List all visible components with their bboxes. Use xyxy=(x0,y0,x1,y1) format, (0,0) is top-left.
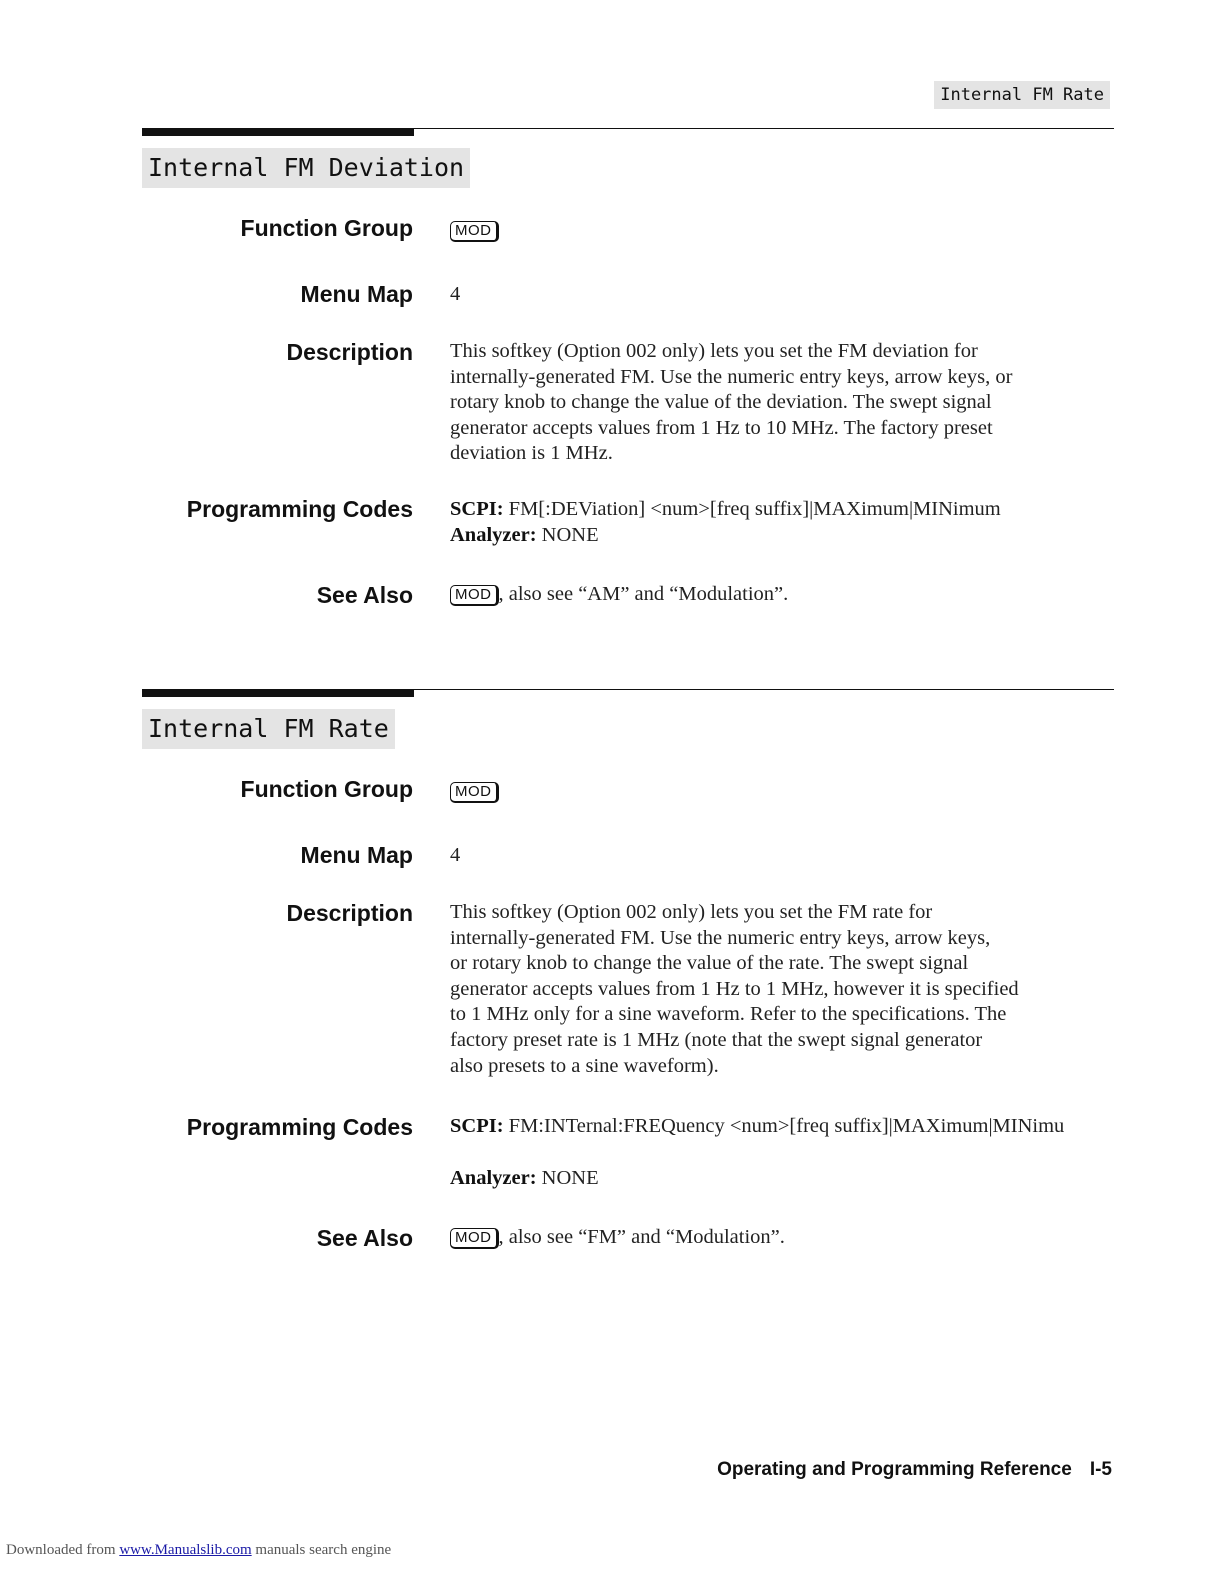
scpi-label: SCPI: xyxy=(450,1115,504,1137)
description-line: also presets to a sine waveform). xyxy=(450,1054,719,1077)
function-group-label: Function Group xyxy=(240,776,413,802)
running-head: Internal FM Rate xyxy=(934,81,1110,109)
section-rule-thick xyxy=(142,129,414,136)
description-line: generator accepts values from 1 Hz to 1 MHz, however it is specified xyxy=(450,977,1019,1000)
description-label: Description xyxy=(286,900,413,926)
analyzer-label: Analyzer: xyxy=(450,524,537,546)
see-also-value xyxy=(450,582,788,608)
see-also-label: See Also xyxy=(316,582,413,608)
analyzer-value: NONE xyxy=(541,1167,599,1189)
section-rule-thick xyxy=(142,690,414,697)
see-also-label: See Also xyxy=(316,1225,413,1251)
description-label: Description xyxy=(286,339,413,365)
function-group-label: Function Group xyxy=(240,215,413,241)
analyzer-line xyxy=(450,523,599,549)
description-line: internally-generated FM. Use the numeric entry keys, arrow keys, or xyxy=(450,365,1013,388)
scpi-line xyxy=(450,1114,1110,1140)
programming-codes-label: Programming Codes xyxy=(186,1114,413,1140)
section-title: Internal FM Deviation xyxy=(142,148,470,188)
function-group-value xyxy=(450,779,499,805)
description-line: rotary knob to change the value of the deviation. The swept signal xyxy=(450,391,992,414)
see-also-value xyxy=(450,1225,785,1251)
section-rule xyxy=(142,128,1114,129)
menu-map-value: 4 xyxy=(450,844,461,866)
mod-key: MOD xyxy=(450,221,499,242)
description-line: to 1 MHz only for a sine waveform. Refer to the specifications. The xyxy=(450,1003,1007,1026)
section-rule xyxy=(142,689,1114,690)
analyzer-value: NONE xyxy=(541,524,599,546)
description-line: This softkey (Option 002 only) lets you set the FM rate for xyxy=(450,901,933,923)
analyzer-label: Analyzer: xyxy=(450,1167,537,1189)
page-footer xyxy=(717,1459,1112,1481)
analyzer-line xyxy=(450,1166,599,1192)
function-group-value xyxy=(450,218,499,244)
download-note xyxy=(6,1542,391,1559)
description-text xyxy=(450,900,1110,1079)
programming-codes-label: Programming Codes xyxy=(186,496,413,522)
scpi-label: SCPI: xyxy=(450,498,504,520)
description-line: generator accepts values from 1 Hz to 10 MHz. The factory preset xyxy=(450,416,993,439)
mod-key: MOD xyxy=(450,782,499,803)
description-line: or rotary knob to change the value of the rate. The swept signal xyxy=(450,952,969,975)
description-line: factory preset rate is 1 MHz (note that the swept signal generator xyxy=(450,1028,983,1051)
download-prefix: Downloaded from xyxy=(6,1542,116,1558)
mod-key: MOD xyxy=(450,1228,499,1249)
mod-key: MOD xyxy=(450,585,499,606)
menu-map-value: 4 xyxy=(450,283,461,305)
description-line: deviation is 1 MHz. xyxy=(450,442,613,465)
scpi-value: FM[:DEViation] <num>[freq suffix]|MAXimum|MINimum xyxy=(508,498,1001,520)
menu-map-label: Menu Map xyxy=(300,842,413,868)
section-title: Internal FM Rate xyxy=(142,709,395,749)
see-also-text: , also see “AM” and “Modulation”. xyxy=(498,583,789,605)
menu-map-label: Menu Map xyxy=(300,281,413,307)
manualslib-link[interactable]: www.Manualslib.com xyxy=(119,1542,252,1558)
download-suffix: manuals search engine xyxy=(255,1542,392,1558)
scpi-line xyxy=(450,497,1001,523)
scpi-value: FM:INTernal:FREQuency <num>[freq suffix]|MAXimum|MINimu xyxy=(508,1115,1065,1137)
page-number: I-5 xyxy=(1089,1459,1112,1480)
footer-title: Operating and Programming Reference xyxy=(717,1459,1072,1480)
see-also-text: , also see “FM” and “Modulation”. xyxy=(498,1226,785,1248)
description-line: This softkey (Option 002 only) lets you set the FM deviation for xyxy=(450,340,978,362)
description-line: internally-generated FM. Use the numeric entry keys, arrow keys, xyxy=(450,926,991,949)
description-text xyxy=(450,339,1110,467)
